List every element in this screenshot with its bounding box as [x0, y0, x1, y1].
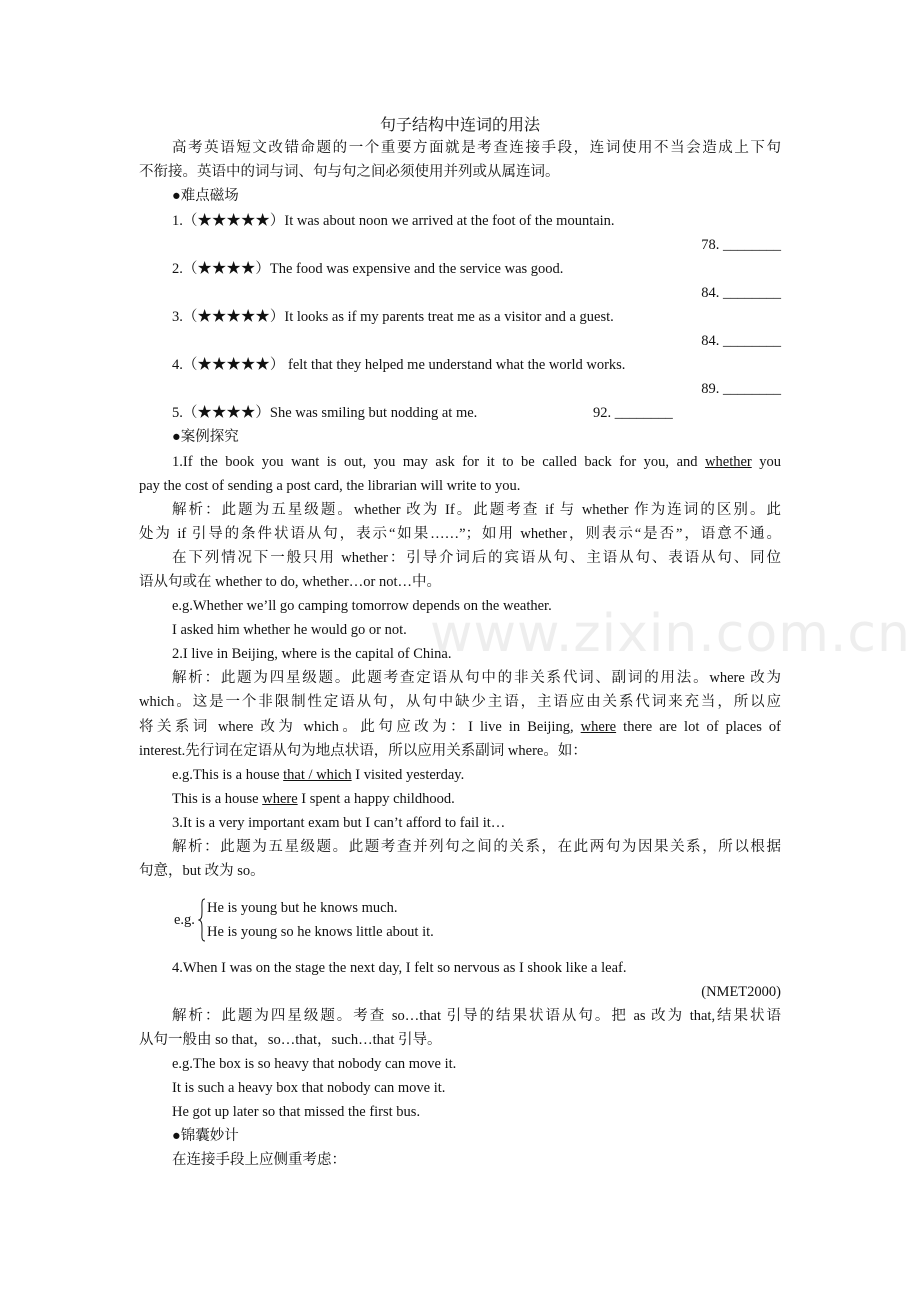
intro-line-1: 高考英语短文改错命题的一个重要方面就是考查连接手段，连词使用不当会造成上下句 — [172, 140, 781, 156]
section-heading-difficulty: ●难点磁场 — [172, 188, 239, 204]
case3-analysis-line-2: 句意，but 改为 so。 — [139, 863, 265, 879]
final-line: 在连接手段上应侧重考虑： — [172, 1152, 346, 1168]
underlined-phrase: that / which — [283, 767, 352, 783]
case3-example-group — [174, 896, 574, 944]
case1-example-2: I asked him whether he would go or not. — [172, 622, 407, 638]
case4-analysis-line-1: 解析：此题为四星级题。考查 so…that 引导的结果状语从句。把 as 改为 that,结果状语 — [172, 1008, 781, 1024]
case2-analysis-line-4: interest.先行词在定语从句为地点状语，所以应用关系副词 where。如： — [139, 743, 587, 759]
case2-analysis-line-1: 解析：此题为四星级题。此题考查定语从句中的非关系代词、副词的用法。where 改为 — [172, 670, 781, 686]
section-heading-cases: ●案例探究 — [172, 429, 239, 445]
answer-blank-4: 89. ________ — [701, 381, 781, 397]
exercise-item-3: 3.（★★★★★）It looks as if my parents treat me as a visitor and a guest. — [172, 309, 614, 325]
case3-analysis-line-1: 解析：此题为五星级题。此题考查并列句之间的关系，在此两句为因果关系，所以根据 — [172, 839, 781, 855]
case4-question: 4.When I was on the stage the next day, I felt so nervous as I shook like a leaf. — [172, 960, 627, 976]
case4-source: (NMET2000) — [701, 984, 781, 1000]
case1-analysis-line-1: 解析：此题为五星级题。whether 改为 If。此题考查 if 与 whether 作为连词的区别。此 — [172, 502, 781, 518]
case3-example-1: He is young but he knows much. — [207, 900, 398, 916]
answer-blank-3: 84. ________ — [701, 333, 781, 349]
case1-question-line-1: 1.If the book you want is out, you may ask for it to be called back for you, and whether you — [172, 454, 782, 470]
section-heading-tips: ●锦囊妙计 — [172, 1128, 239, 1144]
curly-brace-icon — [198, 898, 206, 942]
exercise-item-5: 5.（★★★★）She was smiling but nodding at me. — [172, 405, 478, 421]
exercise-item-2: 2.（★★★★）The food was expensive and the service was good. — [172, 261, 564, 277]
case4-analysis-line-2: 从句一般由 so that，so…that，such…that 引导。 — [139, 1032, 442, 1048]
case4-example-2: It is such a heavy box that nobody can move it. — [172, 1080, 446, 1096]
exercise-item-4: 4.（★★★★★） felt that they helped me understand what the world works. — [172, 357, 626, 373]
example-label: e.g. — [174, 912, 195, 928]
case3-question: 3.It is a very important exam but I can’t afford to fail it… — [172, 815, 506, 831]
page-title: 句子结构中连词的用法 — [379, 115, 540, 134]
watermark: www.zixin.com.cn — [430, 604, 911, 664]
case4-example-1: e.g.The box is so heavy that nobody can move it. — [172, 1056, 457, 1072]
underlined-word: whether — [705, 454, 752, 470]
case2-example-2: This is a house where I spent a happy childhood. — [172, 791, 455, 807]
case2-analysis-line-3: 将关系词 where 改为 which。此句应改为：I live in Beijing, where there are lot of places of — [139, 719, 782, 735]
case1-example-1: e.g.Whether we’ll go camping tomorrow depends on the weather. — [172, 598, 552, 614]
case2-analysis-line-2: which。这是一个非限制性定语从句，从句中缺少主语，主语应由关系代词来充当，所以应 — [139, 694, 781, 710]
answer-blank-1: 78. ________ — [701, 237, 781, 253]
case2-example-1: e.g.This is a house that / which I visited yesterday. — [172, 767, 465, 783]
case1-analysis-line-4: 语从句或在 whether to do, whether…or not…中。 — [139, 574, 442, 590]
case1-analysis-line-3: 在下列情况下一般只用 whether：引导介词后的宾语从句、主语从句、表语从句、同位 — [172, 550, 781, 566]
case2-question: 2.I live in Beijing, where is the capital of China. — [172, 646, 452, 662]
answer-blank-5: 92. ________ — [593, 405, 673, 421]
case1-analysis-line-2: 处为 if 引导的条件状语从句，表示“如果……”；如用 whether，则表示“是否”，语意不通。 — [139, 526, 781, 542]
underlined-word: where — [262, 791, 298, 807]
intro-line-2: 不衔接。英语中的词与词、句与句之间必须使用并列或从属连词。 — [139, 164, 560, 180]
case4-example-3: He got up later so that missed the first bus. — [172, 1104, 421, 1120]
case3-example-2: He is young so he knows little about it. — [207, 924, 434, 940]
exercise-item-1: 1.（★★★★★）It was about noon we arrived at the foot of the mountain. — [172, 213, 615, 229]
underlined-word: where — [580, 719, 617, 735]
answer-blank-2: 84. ________ — [701, 285, 781, 301]
case1-question-line-2: pay the cost of sending a post card, the librarian will write to you. — [139, 478, 521, 494]
